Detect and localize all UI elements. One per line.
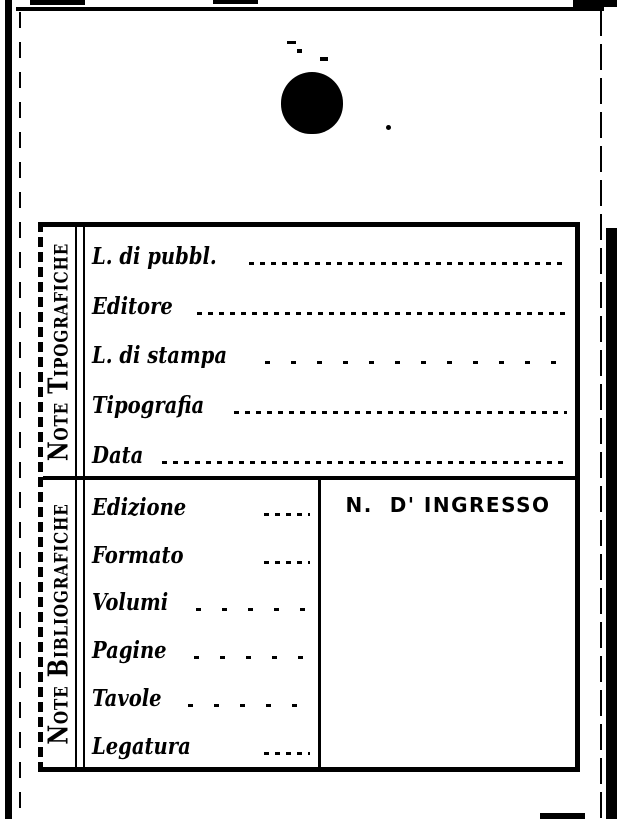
field-label: Legatura (92, 732, 191, 760)
ink-speck (213, 0, 258, 4)
ingresso-panel (321, 480, 575, 767)
field-row-data (85, 426, 575, 476)
field-label: Tavole (92, 685, 162, 713)
side-label-bibliografiche: Note Bibliografiche (43, 502, 75, 745)
ink-speck (573, 0, 617, 7)
dotted-fill-line (196, 608, 310, 611)
dotted-fill-line (265, 361, 567, 364)
double-rule (75, 227, 85, 476)
ink-speck (30, 0, 85, 5)
field-row-l-di-stampa (85, 327, 575, 377)
ink-speck (386, 125, 391, 130)
section-note-bibliografiche (43, 480, 575, 767)
double-rule (75, 480, 85, 767)
field-label: Volumi (92, 589, 169, 617)
ingresso-title: N. D' INGRESSO (345, 493, 551, 517)
ink-speck (320, 57, 328, 61)
field-label: Data (92, 441, 144, 469)
field-label: Editore (92, 292, 173, 320)
field-row-formato (85, 528, 318, 576)
field-label: Formato (92, 541, 184, 569)
dotted-fill-line (197, 312, 567, 315)
ink-speck (540, 813, 585, 819)
scan-edge-left (5, 0, 12, 819)
side-label-tipografiche: Note Tipografiche (43, 242, 75, 461)
catalog-card (38, 222, 580, 772)
bibliografiche-fields (85, 480, 318, 767)
scan-edge-right-inner (600, 10, 602, 819)
section-note-tipografiche (43, 227, 575, 476)
scan-edge-left-inner (19, 12, 21, 819)
scan-edge-top (16, 7, 604, 11)
field-row-editore (85, 277, 575, 327)
dotted-fill-line (249, 262, 567, 265)
ink-speck (287, 41, 296, 44)
ink-speck (297, 49, 302, 53)
field-row-volumi (85, 576, 318, 624)
side-column (43, 480, 75, 767)
tipografiche-fields (85, 227, 575, 476)
dotted-fill-line (188, 704, 310, 707)
dotted-fill-line (264, 513, 310, 516)
field-label: Tipografia (92, 392, 205, 420)
dotted-fill-line (162, 461, 567, 464)
field-row-tipografia (85, 376, 575, 426)
dotted-fill-line (194, 656, 310, 659)
field-label: Edizione (92, 493, 187, 521)
field-row-pagine (85, 623, 318, 671)
field-row-l-di-pubbl (85, 227, 575, 277)
dotted-fill-line (234, 411, 567, 414)
field-label: L. di pubbl. (92, 242, 217, 270)
dotted-fill-line (264, 752, 310, 755)
dotted-fill-line (264, 561, 310, 564)
field-label: L. di stampa (92, 342, 227, 370)
field-row-legatura (85, 719, 318, 767)
side-column (43, 227, 75, 476)
punch-hole (281, 72, 343, 134)
field-label: Pagine (92, 637, 167, 665)
field-row-edizione (85, 480, 318, 528)
field-row-tavole (85, 671, 318, 719)
scan-edge-right (606, 228, 617, 819)
